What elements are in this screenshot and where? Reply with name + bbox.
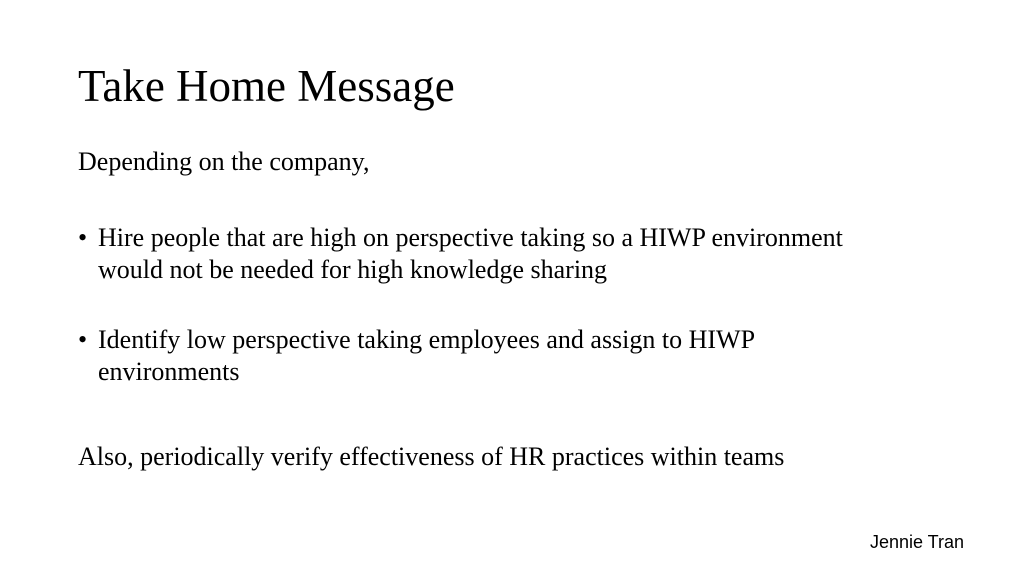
bullet-marker-icon: • <box>78 223 88 252</box>
bullet-item <box>78 324 898 388</box>
intro-text: Depending on the company, <box>78 147 370 176</box>
author-name: Jennie Tran <box>869 532 964 552</box>
slide-title: Take Home Message <box>78 61 455 111</box>
bullet-item <box>78 222 898 286</box>
bullet-list <box>78 222 898 426</box>
outro-text: Also, periodically verify effectiveness of HR practices within teams <box>78 442 785 471</box>
bullet-text: Hire people that are high on perspective taking so a HIWP environment would not be needed for high knowledge sharing <box>98 223 843 284</box>
bullet-text: Identify low perspective taking employees and assign to HIWP environments <box>98 325 755 386</box>
bullet-marker-icon: • <box>78 325 88 354</box>
